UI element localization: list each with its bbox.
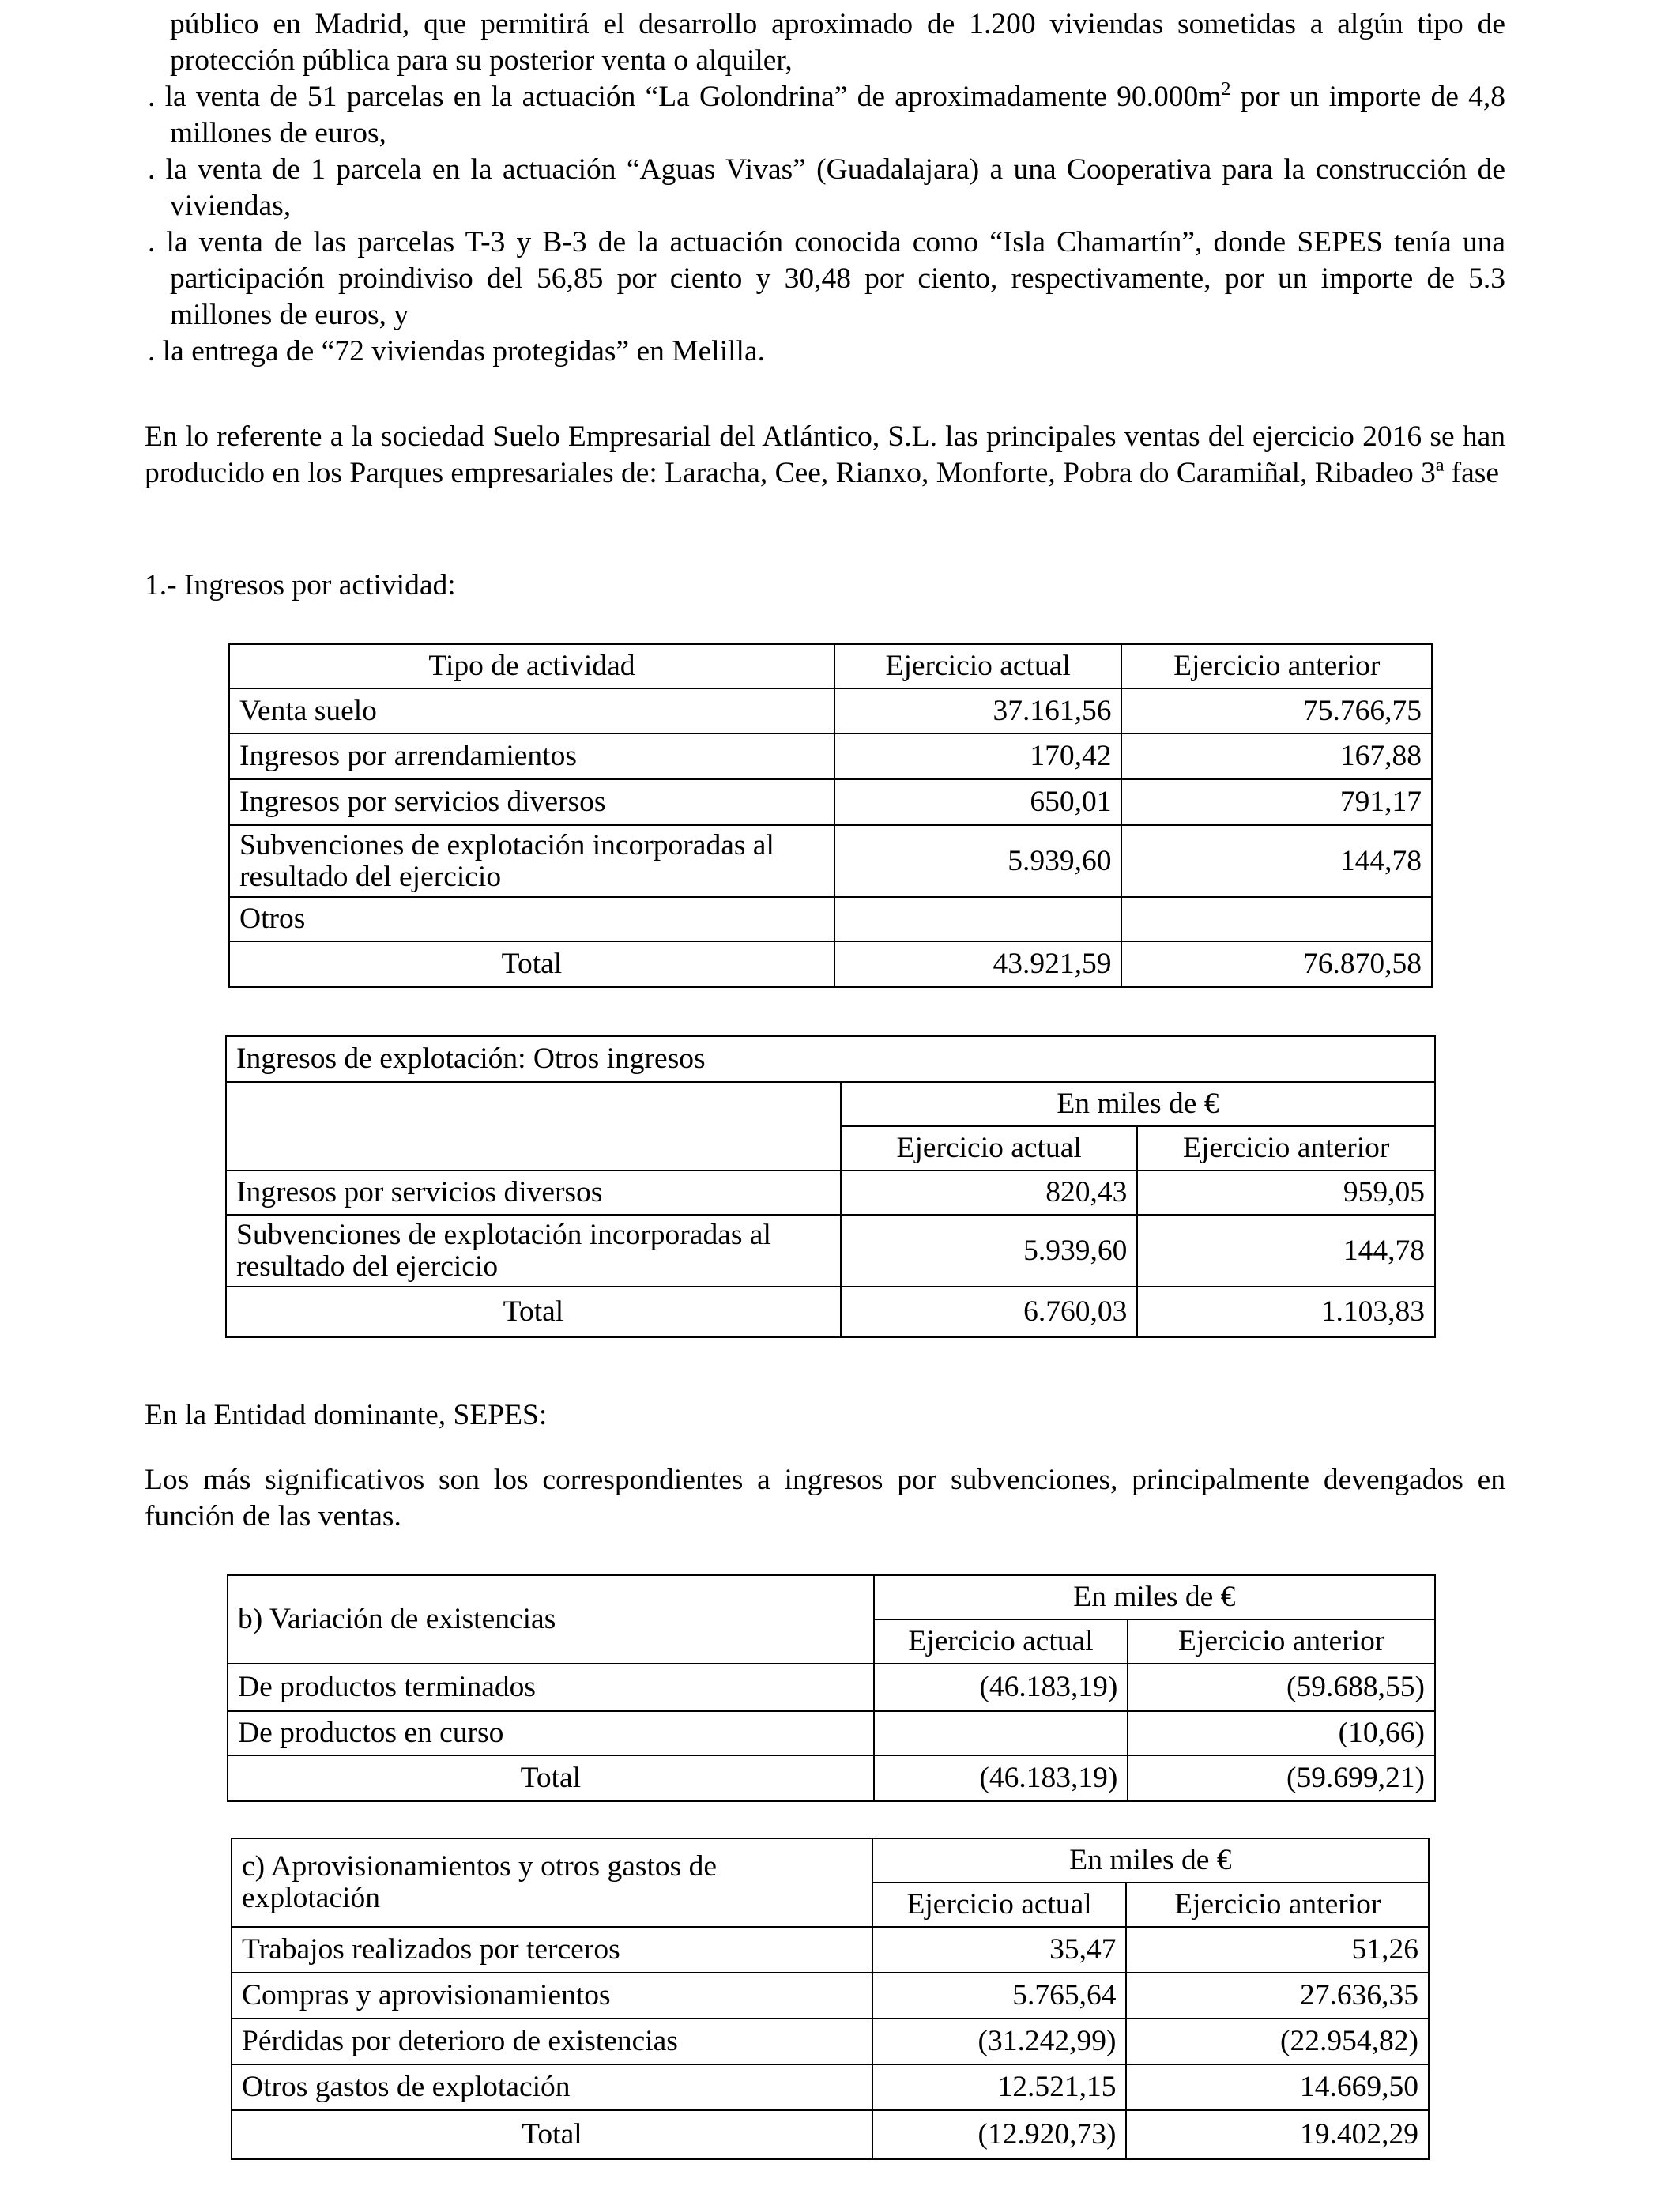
row-label: Venta suelo [229,688,834,733]
value-anterior: 144,78 [1121,825,1432,897]
total-label: Total [228,1755,874,1801]
total-label: Total [232,2110,872,2159]
row-label: De productos en curso [228,1711,874,1755]
value-anterior: 27.636,35 [1126,1973,1429,2019]
total-actual: 43.921,59 [834,941,1122,987]
value-actual: 35,47 [872,1927,1127,1973]
list-item-text: . la venta de 51 parcelas en la actuación “La Golondrina” de aproximadamente 90.000m [148,81,1222,113]
row-label: Ingresos por servicios diversos [229,779,834,825]
total-anterior: 19.402,29 [1126,2110,1429,2159]
table-row [228,1711,1435,1755]
list-item-text: por un importe de 4,8 millones de euros, [170,81,1505,149]
column-header: Ejercicio anterior [1128,1619,1435,1664]
column-header: Tipo de actividad [229,644,834,688]
table-total-row [226,1287,1435,1337]
total-actual: 6.760,03 [841,1287,1138,1337]
column-header: Ejercicio actual [872,1883,1127,1927]
empty-header-cell [226,1082,841,1171]
table-title: c) Aprovisionamientos y otros gastos de explotación [232,1838,872,1927]
value-anterior: 959,05 [1137,1171,1435,1215]
row-label: Otros [229,897,834,941]
unit-header: En miles de € [872,1838,1429,1883]
table-total-row [228,1755,1435,1801]
table-ingresos-actividad [228,643,1433,988]
list-item-text: . la venta de 1 parcela en la actuación “Aguas Vivas” (Guadalajara) a una Cooperativa para la construcción de viviendas, [148,153,1505,222]
value-actual: 170,42 [834,733,1122,779]
column-header: Ejercicio actual [841,1126,1138,1171]
value-actual: 12.521,15 [872,2064,1127,2110]
row-label: De productos terminados [228,1664,874,1711]
table-total-row [229,941,1432,987]
table-row [229,733,1432,779]
row-label: Pérdidas por deterioro de existencias [232,2019,872,2064]
value-actual: 37.161,56 [834,688,1122,733]
table-otros-ingresos [225,1035,1436,1338]
list-item [145,224,1505,334]
value-anterior: 791,17 [1121,779,1432,825]
value-anterior [1121,897,1432,941]
column-header: Ejercicio actual [874,1619,1128,1664]
table-row [232,2019,1429,2064]
list-item-text: . la entrega de “72 viviendas protegidas” en Melilla. [148,335,765,368]
list-item [145,6,1505,79]
total-label: Total [229,941,834,987]
row-label: Trabajos realizados por terceros [232,1927,872,1973]
value-actual: 650,01 [834,779,1122,825]
list-item-text: público en Madrid, que permitirá el desarrollo aproximado de 1.200 viviendas sometidas a algún tipo de protección pública para su posterior venta o alquiler, [170,8,1505,77]
value-anterior: 167,88 [1121,733,1432,779]
row-label: Subvenciones de explotación incorporadas al resultado del ejercicio [226,1215,841,1287]
total-label: Total [226,1287,841,1337]
table-row [229,779,1432,825]
total-actual: (12.920,73) [872,2110,1127,2159]
table-row [229,897,1432,941]
row-label: Compras y aprovisionamientos [232,1973,872,2019]
table-row [226,1171,1435,1215]
superscript: 2 [1221,79,1231,100]
entidad-heading: En la Entidad dominante, SEPES: [145,1399,548,1431]
value-actual: (46.183,19) [874,1664,1128,1711]
table-row [232,1973,1429,2019]
intro-bullet-list [145,6,1505,370]
value-anterior: 14.669,50 [1126,2064,1429,2110]
section-title: 1.- Ingresos por actividad: [145,569,456,601]
row-label: Subvenciones de explotación incorporadas al resultado del ejercicio [229,825,834,897]
value-anterior: (10,66) [1128,1711,1435,1755]
list-item [145,334,1505,370]
value-actual: 5.939,60 [841,1215,1138,1287]
list-item-text: . la venta de las parcelas T-3 y B-3 de la actuación conocida como “Isla Chamartín”, donde SEPES tenía una participación proindiviso del 56,85 por ciento y 30,48 por ciento, respectivamente, por un importe de 5.3 millones de euros, y [148,226,1505,331]
table-aprovisionamientos [231,1838,1430,2160]
value-anterior: (22.954,82) [1126,2019,1429,2064]
column-header: Ejercicio anterior [1137,1126,1435,1171]
total-anterior: 76.870,58 [1121,941,1432,987]
row-label: Ingresos por servicios diversos [226,1171,841,1215]
row-label: Otros gastos de explotación [232,2064,872,2110]
value-anterior: 51,26 [1126,1927,1429,1973]
unit-header: En miles de € [874,1575,1435,1619]
list-item [145,152,1505,224]
table-row [228,1664,1435,1711]
unit-header: En miles de € [841,1082,1435,1126]
table-total-row [232,2110,1429,2159]
value-actual: 5.939,60 [834,825,1122,897]
paragraph-significativos: Los más significativos son los correspondientes a ingresos por subvenciones, principalmente devengados en función de las ventas. [145,1464,1505,1532]
table-row [232,2064,1429,2110]
list-item [145,79,1505,152]
table-row [226,1215,1435,1287]
table-variacion-existencias [227,1574,1436,1802]
column-header: Ejercicio anterior [1121,644,1432,688]
column-header: Ejercicio actual [834,644,1122,688]
value-actual: 820,43 [841,1171,1138,1215]
value-actual [874,1711,1128,1755]
table-title: b) Variación de existencias [228,1575,874,1664]
table-row [229,688,1432,733]
value-anterior: 75.766,75 [1121,688,1432,733]
total-actual: (46.183,19) [874,1755,1128,1801]
value-actual [834,897,1122,941]
table-title: Ingresos de explotación: Otros ingresos [226,1036,1435,1082]
total-anterior: (59.699,21) [1128,1755,1435,1801]
row-label: Ingresos por arrendamientos [229,733,834,779]
table-row [229,825,1432,897]
value-anterior: 144,78 [1137,1215,1435,1287]
value-actual: (31.242,99) [872,2019,1127,2064]
paragraph-atlantico: En lo referente a la sociedad Suelo Empresarial del Atlántico, S.L. las principales ventas del ejercicio 2016 se han producido en los Parques empresariales de: Laracha, Cee, Rianxo, Monforte, Pobra do Caramiñal, Ribadeo 3ª fase [145,420,1505,489]
table-row [232,1927,1429,1973]
column-header: Ejercicio anterior [1126,1883,1429,1927]
value-actual: 5.765,64 [872,1973,1127,2019]
value-anterior: (59.688,55) [1128,1664,1435,1711]
total-anterior: 1.103,83 [1137,1287,1435,1337]
